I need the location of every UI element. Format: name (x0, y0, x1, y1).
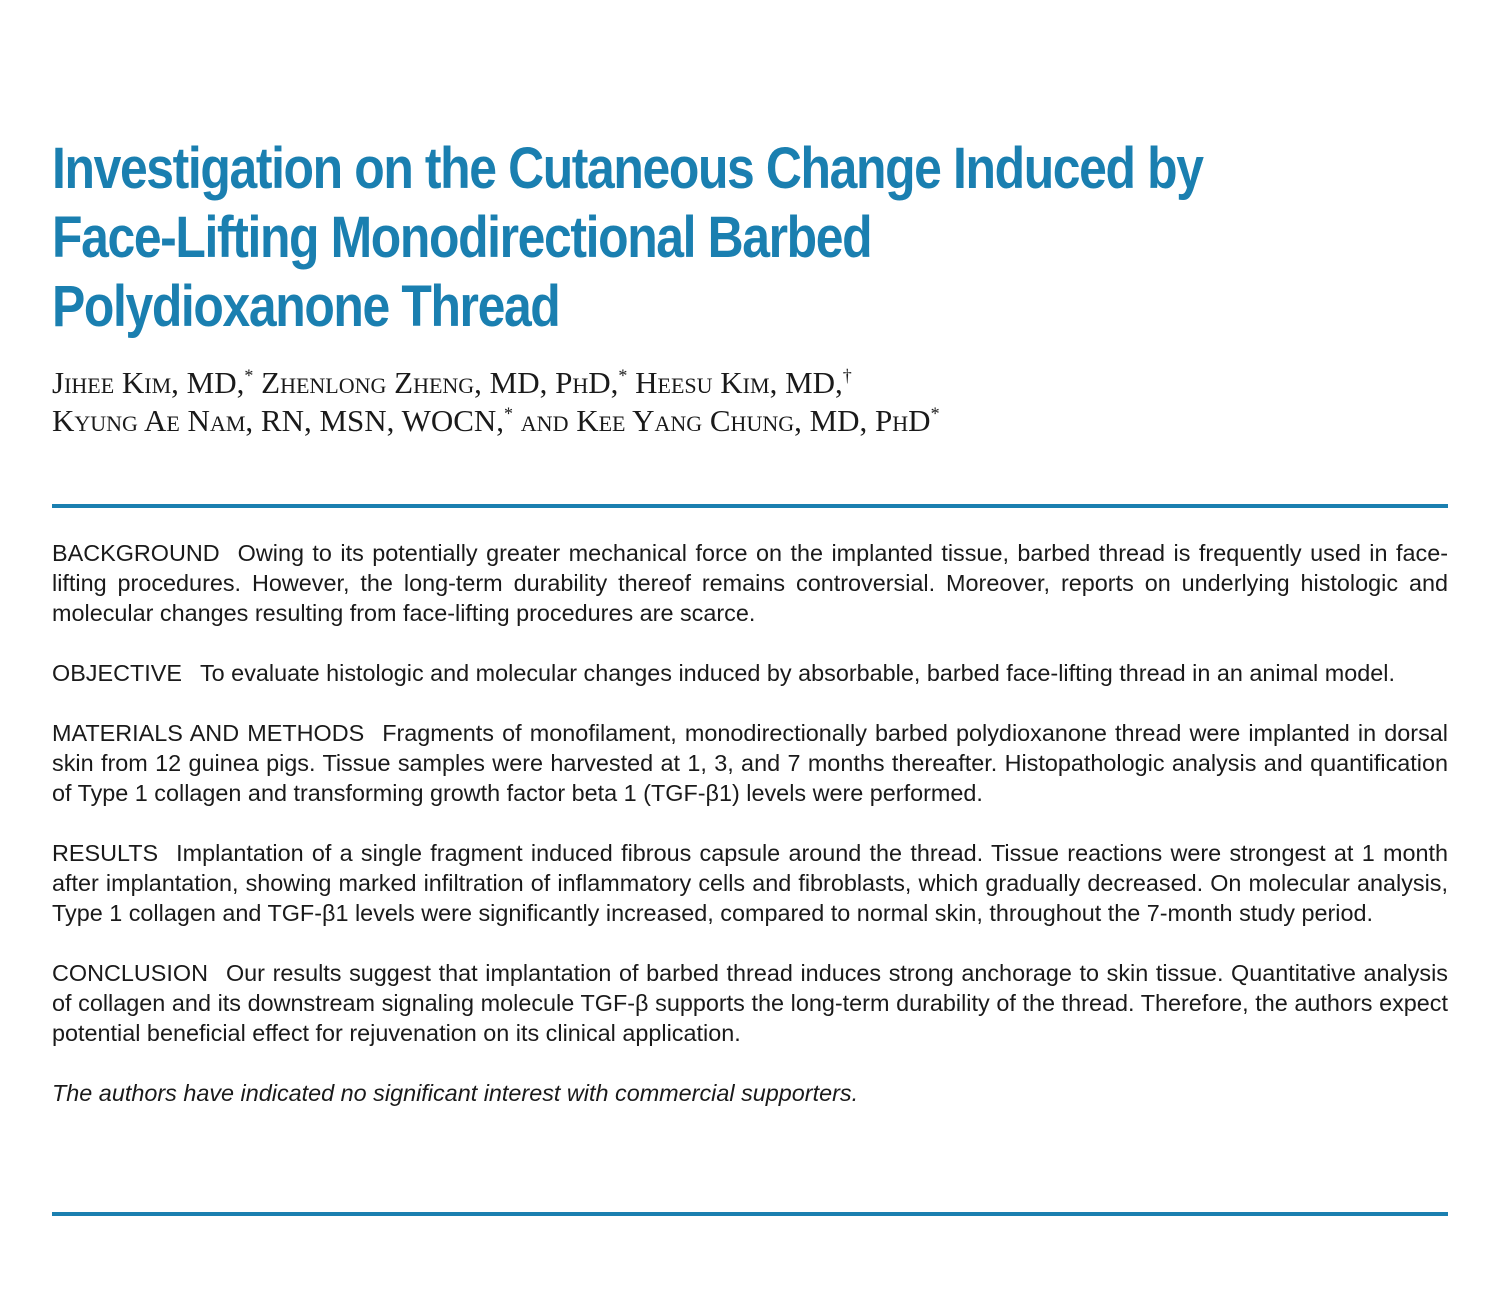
affiliation-mark: * (504, 403, 514, 424)
abstract-background (52, 538, 1448, 628)
affiliation-mark: * (930, 403, 940, 424)
author-jihee-kim: Jihee Kim, MD, (52, 365, 245, 400)
author-line-2 (52, 402, 940, 440)
title-line-1: Investigation on the Cutaneous Change Induced by (52, 136, 1203, 201)
conflict-disclosure: The authors have indicated no significant interest with commercial supporters. (52, 1080, 859, 1106)
abstract (52, 538, 1448, 1108)
title-line-3: Polydioxanone Thread (52, 274, 560, 339)
author-zhenlong-zheng: Zhenlong Zheng, MD, PhD, (253, 365, 619, 400)
affiliation-mark: * (618, 365, 628, 386)
abstract-results (52, 838, 1448, 928)
section-label: MATERIALS AND METHODS (52, 720, 365, 746)
section-text: To evaluate histologic and molecular changes induced by absorbable, barbed face-lifting thread in an animal model. (199, 660, 1395, 686)
abstract-conclusion (52, 958, 1448, 1048)
bottom-divider (52, 1212, 1448, 1216)
section-label: CONCLUSION (52, 960, 208, 986)
affiliation-mark: * (244, 365, 254, 386)
section-label: RESULTS (52, 840, 159, 866)
section-label: OBJECTIVE (52, 660, 182, 686)
section-label: BACKGROUND (52, 540, 220, 566)
section-text: Our results suggest that implantation of barbed thread induces strong anchorage to skin tissue. Quantitative analysis of collagen and its downstream signaling molecule TGF-β supports the long-term durability of the thread. Therefore, the authors expect potential beneficial effect for rejuvenation on its clinical application. (52, 960, 1448, 1046)
section-text: Implantation of a single fragment induced fibrous capsule around the thread. Tissue reactions were strongest at 1 month after implantation, showing marked infiltration of inflammatory cells and fibroblasts, which gradually decreased. On molecular analysis, Type 1 collagen and TGF-β1 levels were significantly increased, compared to normal skin, throughout the 7-month study period. (52, 840, 1448, 926)
section-text: Fragments of monofilament, monodirectionally barbed polydioxanone thread were implanted in dorsal skin from 12 guinea pigs. Tissue samples were harvested at 1, 3, and 7 months thereafter. Histopathologic analysis and quantification of Type 1 collagen and transforming growth factor beta 1 (TGF-β1) levels were performed. (52, 720, 1448, 806)
author-kyung-ae-nam: Kyung Ae Nam, RN, MSN, WOCN, (52, 403, 505, 438)
author-list (52, 364, 940, 440)
affiliation-mark: † (842, 365, 852, 386)
author-kee-yang-chung: and Kee Yang Chung, MD, PhD (513, 403, 931, 438)
author-heesu-kim: Heesu Kim, MD, (627, 365, 843, 400)
title-line-2: Face-Lifting Monodirectional Barbed (52, 205, 872, 270)
abstract-objective (52, 658, 1448, 688)
section-text: Owing to its potentially greater mechanical force on the implanted tissue, barbed thread is frequently used in face-lifting procedures. However, the long-term durability thereof remains controversial. Moreover, reports on underlying histologic and molecular changes resulting from face-lifting procedures are scarce. (52, 540, 1448, 626)
top-divider (52, 504, 1448, 508)
abstract-methods (52, 718, 1448, 808)
article-title (52, 134, 1431, 341)
author-line-1 (52, 364, 940, 402)
